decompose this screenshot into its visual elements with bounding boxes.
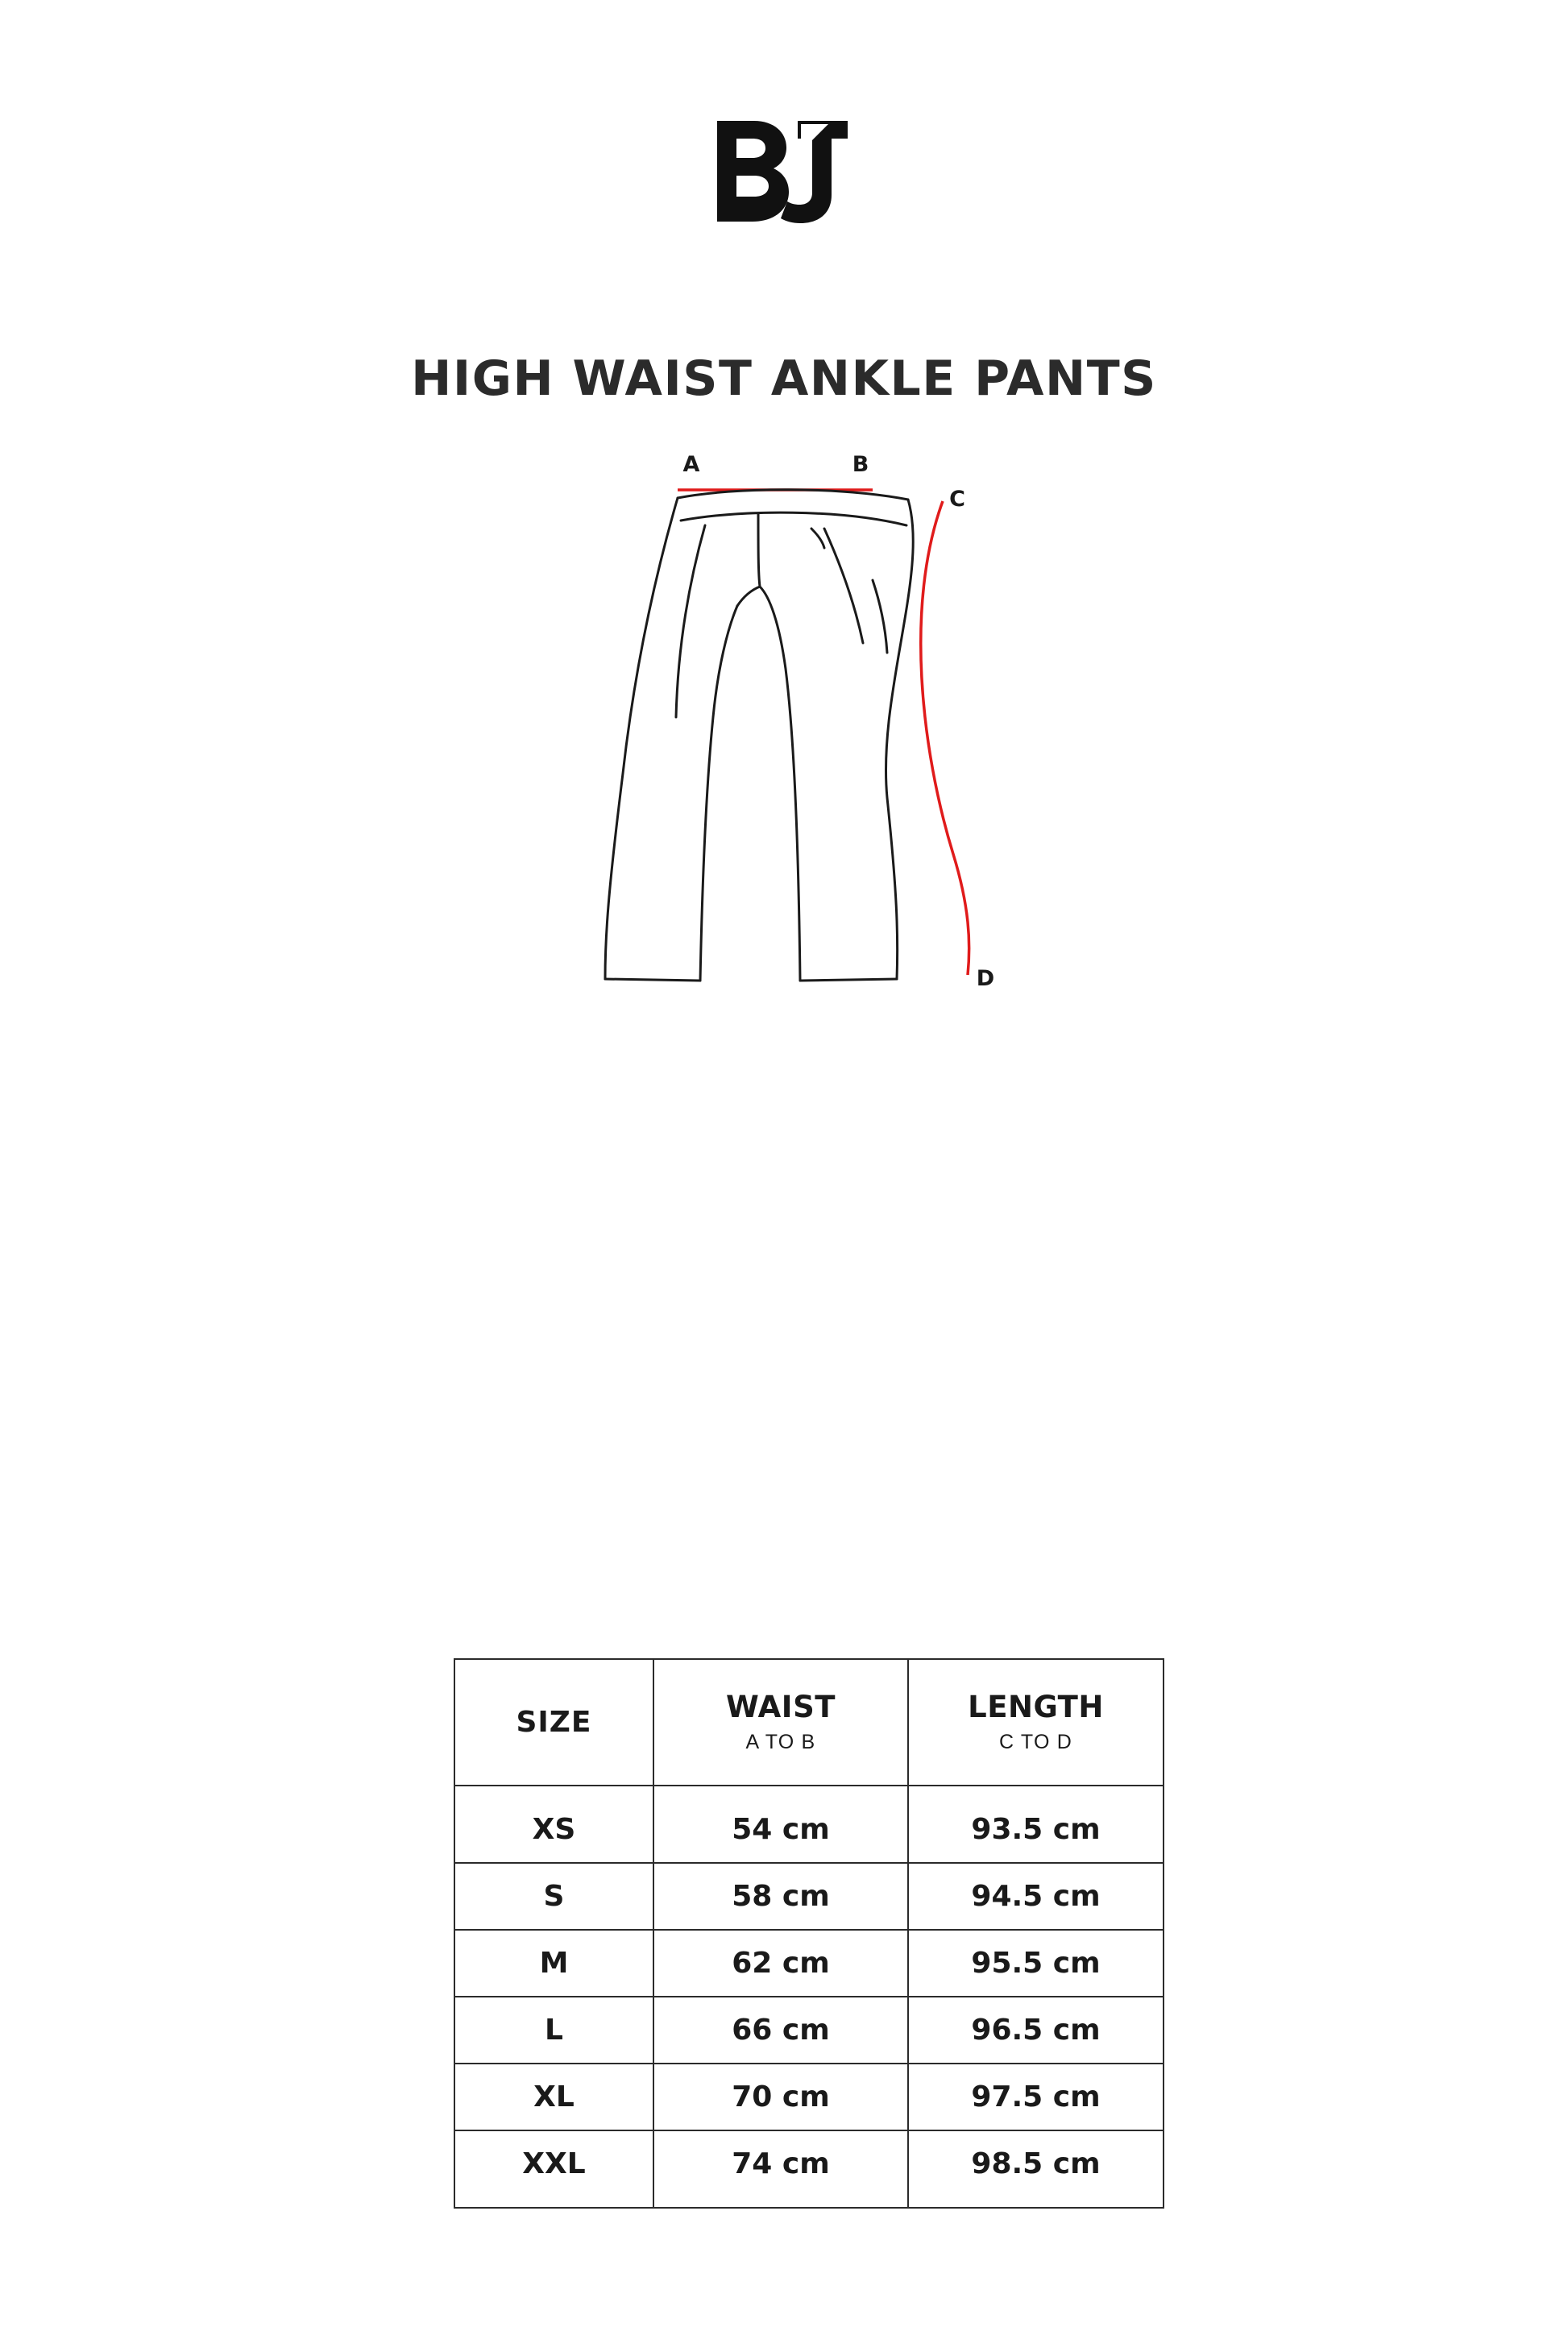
page-title: HIGH WAIST ANKLE PANTS xyxy=(411,351,1157,407)
cell-size: M xyxy=(454,1930,653,1997)
label-d: D xyxy=(976,966,995,991)
header-waist: WAIST A TO B xyxy=(653,1659,908,1786)
cell-waist: 62 cm xyxy=(653,1930,908,1997)
brand-logo xyxy=(707,113,861,250)
cell-waist: 54 cm xyxy=(653,1786,908,1863)
pants-outline xyxy=(605,490,913,981)
pants-technical-drawing xyxy=(421,451,1147,1475)
cell-waist: 66 cm xyxy=(653,1997,908,2064)
cell-length: 97.5 cm xyxy=(908,2064,1164,2130)
size-table-container xyxy=(454,1658,1163,2209)
header-length: LENGTH C TO D xyxy=(908,1659,1164,1786)
cell-waist: 58 cm xyxy=(653,1863,908,1930)
pants-diagram xyxy=(0,451,1568,1475)
label-c: C xyxy=(949,487,965,512)
table-header-row xyxy=(454,1659,1164,1786)
length-measure-line xyxy=(921,501,969,975)
table-row xyxy=(454,1786,1164,1863)
cell-length: 94.5 cm xyxy=(908,1863,1164,1930)
table-row xyxy=(454,1997,1164,2064)
cell-size: XL xyxy=(454,2064,653,2130)
label-a: A xyxy=(682,452,700,477)
table-row xyxy=(454,2130,1164,2208)
cell-size: S xyxy=(454,1863,653,1930)
cell-length: 98.5 cm xyxy=(908,2130,1164,2208)
cell-size: XS xyxy=(454,1786,653,1863)
cell-length: 93.5 cm xyxy=(908,1786,1164,1863)
table-row xyxy=(454,1863,1164,1930)
cell-waist: 74 cm xyxy=(653,2130,908,2208)
bj-logo-icon xyxy=(707,113,861,250)
cell-length: 95.5 cm xyxy=(908,1930,1164,1997)
cell-waist: 70 cm xyxy=(653,2064,908,2130)
label-b: B xyxy=(852,452,869,477)
cell-size: L xyxy=(454,1997,653,2064)
table-row xyxy=(454,2064,1164,2130)
header-size: SIZE xyxy=(454,1659,653,1786)
cell-length: 96.5 cm xyxy=(908,1997,1164,2064)
cell-size: XXL xyxy=(454,2130,653,2208)
size-table xyxy=(454,1658,1164,2209)
table-row xyxy=(454,1930,1164,1997)
